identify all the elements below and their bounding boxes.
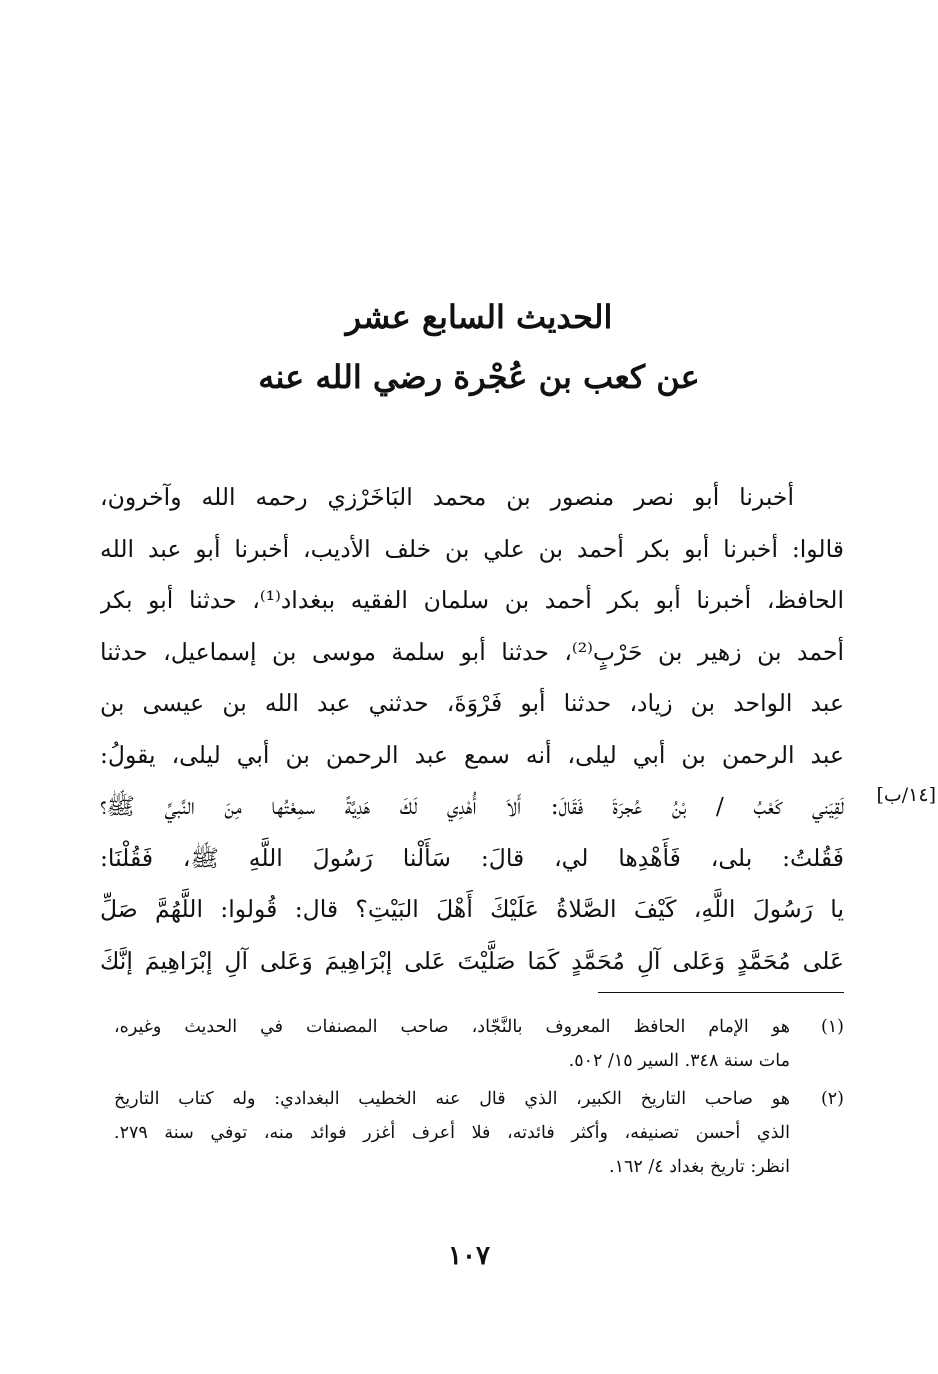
footnote — [114, 1010, 844, 1078]
footnotes — [114, 1010, 844, 1188]
chapter-subtitle: عن كعب بن عُجْرة رضي الله عنه — [258, 358, 700, 396]
footnote-line: هو صاحب التاريخ الكبير، الذي قال عنه الخطيب البغدادي: وله كتاب التاريخ — [114, 1089, 790, 1109]
text-line: عبد الواحد بن زياد، حدثنا أبو فَرْوَةَ، حدثني عبد الله بن عيسى بن — [100, 689, 844, 717]
footnote-line: انظر: تاريخ بغداد ٤/ ١٦٢. — [609, 1157, 790, 1177]
text-line: فَقُلتُ: بلى، فَأَهْدِها لي، قالَ: سَأَلْنا رَسُولَ اللَّهِ ﷺ، فَقُلْنَا: — [100, 843, 844, 872]
text-line: أحمد بن زهير بن حَرْبٍ⁽²⁾، حدثنا أبو سلمة موسى بن إسماعيل، حدثنا — [100, 637, 844, 666]
chapter-title: الحديث السابع عشر — [345, 298, 613, 336]
text-line: يا رَسُولَ اللَّهِ، كَيْفَ الصَّلاةُ عَلَيْكَ أَهْلَ البَيْتِ؟ قال: قُولوا: اللَّهُمَّ صَلِّ — [100, 895, 844, 923]
text-line: قالوا: أخبرنا أبو بكر أحمد بن علي بن خلف الأديب، أخبرنا أبو عبد الله — [100, 534, 844, 563]
text-line: أخبرنا أبو نصر منصور بن محمد البَاخَرْزي رحمه الله وآخرون، — [100, 483, 794, 511]
footnote-line: مات سنة ٣٤٨. السير ١٥/ ٥٠٢. — [568, 1051, 790, 1071]
page-number: ١٠٧ — [448, 1241, 490, 1271]
footnote-line: هو الإمام الحافظ المعروف بالنَّجّاد، صاحب المصنفات في الحديث وغيره، — [114, 1017, 790, 1037]
text-line: عبد الرحمن بن أبي ليلى، أنه سمع عبد الرحمن بن أبي ليلى، يقولُ: — [100, 740, 844, 769]
text-line: عَلى مُحَمَّدٍ وَعَلى آلِ مُحَمَّدٍ كَمَا صَلَّيْتَ عَلى إبْرَاهِيمَ وَعَلى آلِ إبْرَاهِيمَ إنَّكَ — [100, 946, 844, 975]
footnote-line: الذي أحسن تصنيفه، وأكثر فائدته، فلا أعرف أغزر فوائد منه، توفي سنة ٢٧٩. — [114, 1123, 790, 1143]
text-line: الحافظ، أخبرنا أبو بكر أحمد بن سلمان الفقيه ببغداد⁽¹⁾، حدثنا أبو بكر — [100, 586, 844, 614]
manuscript-folio-marker: [١٤/ب] — [876, 784, 936, 806]
footnote — [114, 1082, 844, 1184]
hadith-text — [100, 472, 844, 987]
footnote-number: (١) — [820, 1017, 844, 1037]
footnote-number: (٢) — [820, 1089, 844, 1109]
text-line: لَقِيَني كَعْبُ / بْنُ عُجرَةَ فَقَالَ: أَلاَ أُهْدِي لَكَ هَدِيَّةً سمِعْتُها مِنَ النَّبيِّ ﷺ؟ — [100, 792, 844, 820]
footnote-separator — [598, 992, 844, 993]
